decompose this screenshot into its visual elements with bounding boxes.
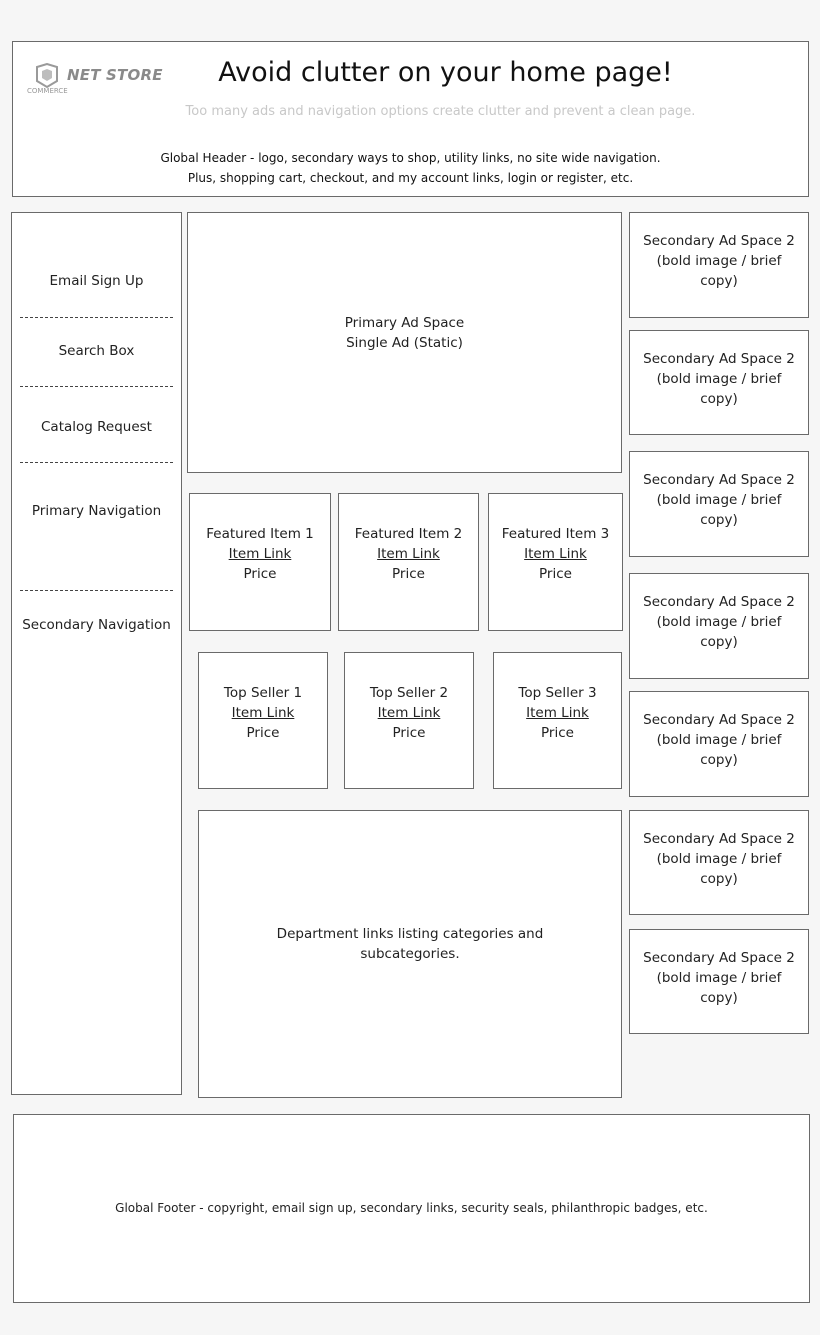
featured-item-title: Featured Item 1 xyxy=(206,526,314,542)
secondary-ad-line-1: Secondary Ad Space 2 xyxy=(643,712,795,728)
featured-item-price: Price xyxy=(392,566,425,582)
featured-item-card[interactable] xyxy=(338,493,479,631)
secondary-ad-space[interactable] xyxy=(629,929,809,1034)
featured-item-link[interactable]: Item Link xyxy=(377,546,440,562)
secondary-ad-line-2: (bold image / brief xyxy=(656,370,782,387)
featured-item-card[interactable] xyxy=(189,493,331,631)
department-links-area[interactable] xyxy=(198,810,622,1098)
department-line-2: subcategories. xyxy=(360,946,460,962)
secondary-ad-line-3: copy) xyxy=(700,512,738,528)
page-subtitle: Too many ads and navigation options create clutter and prevent a clean page. xyxy=(185,104,696,119)
divider xyxy=(20,462,173,463)
secondary-ad-line-3: copy) xyxy=(700,870,738,887)
featured-item-title: Featured Item 2 xyxy=(354,526,463,542)
divider xyxy=(20,317,173,318)
secondary-ad-line-2: (bold image / brief xyxy=(656,850,782,867)
secondary-ad-space[interactable] xyxy=(629,451,809,557)
secondary-ad-line-2: (bold image / brief xyxy=(656,614,782,630)
secondary-ad-line-2: (bold image / brief xyxy=(656,732,782,748)
secondary-ad-space[interactable] xyxy=(629,330,809,435)
secondary-ad-line-1: Secondary Ad Space 2 xyxy=(643,594,795,610)
secondary-ad-line-2: (bold image / brief xyxy=(656,253,782,269)
logo-mark-icon xyxy=(33,63,61,89)
featured-item-price: Price xyxy=(243,566,277,582)
header-description xyxy=(13,148,808,188)
header-description-line-1: Global Header - logo, secondary ways to shop, utility links, no site wide navigation. xyxy=(160,151,661,165)
featured-item-link[interactable]: Item Link xyxy=(524,546,587,562)
secondary-ad-line-3: copy) xyxy=(700,634,738,650)
secondary-ad-line-1: Secondary Ad Space 2 xyxy=(643,830,795,847)
top-seller-link[interactable]: Item Link xyxy=(231,704,295,721)
secondary-ad-line-2: (bold image / brief xyxy=(656,492,782,508)
secondary-ad-line-3: copy) xyxy=(700,989,738,1006)
email-signup-area[interactable]: Email Sign Up xyxy=(49,273,144,289)
featured-item-title: Featured Item 3 xyxy=(501,526,610,542)
footer-description: Global Footer - copyright, email sign up, secondary links, security seals, philanthropic badges, etc. xyxy=(115,1201,708,1215)
primary-ad-line-2: Single Ad (Static) xyxy=(346,334,463,351)
secondary-ad-line-1: Secondary Ad Space 2 xyxy=(643,472,795,488)
top-seller-link[interactable]: Item Link xyxy=(526,704,589,721)
secondary-ad-line-1: Secondary Ad Space 2 xyxy=(643,350,795,367)
top-seller-card[interactable] xyxy=(493,652,622,789)
primary-ad-line-1: Primary Ad Space xyxy=(344,314,465,331)
search-box-area[interactable]: Search Box xyxy=(58,343,135,359)
featured-item-price: Price xyxy=(539,566,572,582)
top-seller-price: Price xyxy=(246,724,280,741)
secondary-ad-space[interactable] xyxy=(629,810,809,915)
page-title: Avoid clutter on your home page! xyxy=(218,57,673,88)
store-logo[interactable] xyxy=(27,60,167,100)
global-footer xyxy=(13,1114,810,1303)
global-header xyxy=(12,41,809,197)
header-description-line-2: Plus, shopping cart, checkout, and my account links, login or register, etc. xyxy=(187,171,634,185)
top-seller-card[interactable] xyxy=(198,652,328,789)
top-seller-price: Price xyxy=(392,724,426,741)
secondary-ad-space[interactable] xyxy=(629,691,809,797)
top-seller-card[interactable] xyxy=(344,652,474,789)
top-seller-price: Price xyxy=(541,724,574,741)
secondary-ad-line-1: Secondary Ad Space 2 xyxy=(643,949,795,966)
top-seller-title: Top Seller 1 xyxy=(223,684,303,701)
logo-text: NET STORE xyxy=(67,66,163,84)
secondary-ad-line-2: (bold image / brief xyxy=(656,969,782,986)
secondary-ad-line-3: copy) xyxy=(700,390,738,407)
top-seller-link[interactable]: Item Link xyxy=(377,704,441,721)
primary-ad-space[interactable] xyxy=(187,212,622,473)
left-sidebar xyxy=(11,212,182,1095)
secondary-ad-space[interactable] xyxy=(629,212,809,318)
primary-navigation-area[interactable]: Primary Navigation xyxy=(31,503,162,519)
secondary-navigation-area[interactable]: Secondary Navigation xyxy=(22,617,171,633)
top-seller-title: Top Seller 2 xyxy=(369,684,449,701)
top-seller-title: Top Seller 3 xyxy=(518,684,597,701)
divider xyxy=(20,386,173,387)
featured-item-card[interactable] xyxy=(488,493,623,631)
featured-item-link[interactable]: Item Link xyxy=(228,546,292,562)
secondary-ad-line-3: copy) xyxy=(700,752,738,768)
secondary-ad-line-3: copy) xyxy=(700,273,738,289)
logo-subtext: COMMERCE xyxy=(27,87,68,95)
secondary-ad-space[interactable] xyxy=(629,573,809,679)
department-line-1: Department links listing categories and xyxy=(276,926,544,942)
divider xyxy=(20,590,173,591)
secondary-ad-line-1: Secondary Ad Space 2 xyxy=(643,233,795,249)
catalog-request-area[interactable]: Catalog Request xyxy=(41,419,152,435)
